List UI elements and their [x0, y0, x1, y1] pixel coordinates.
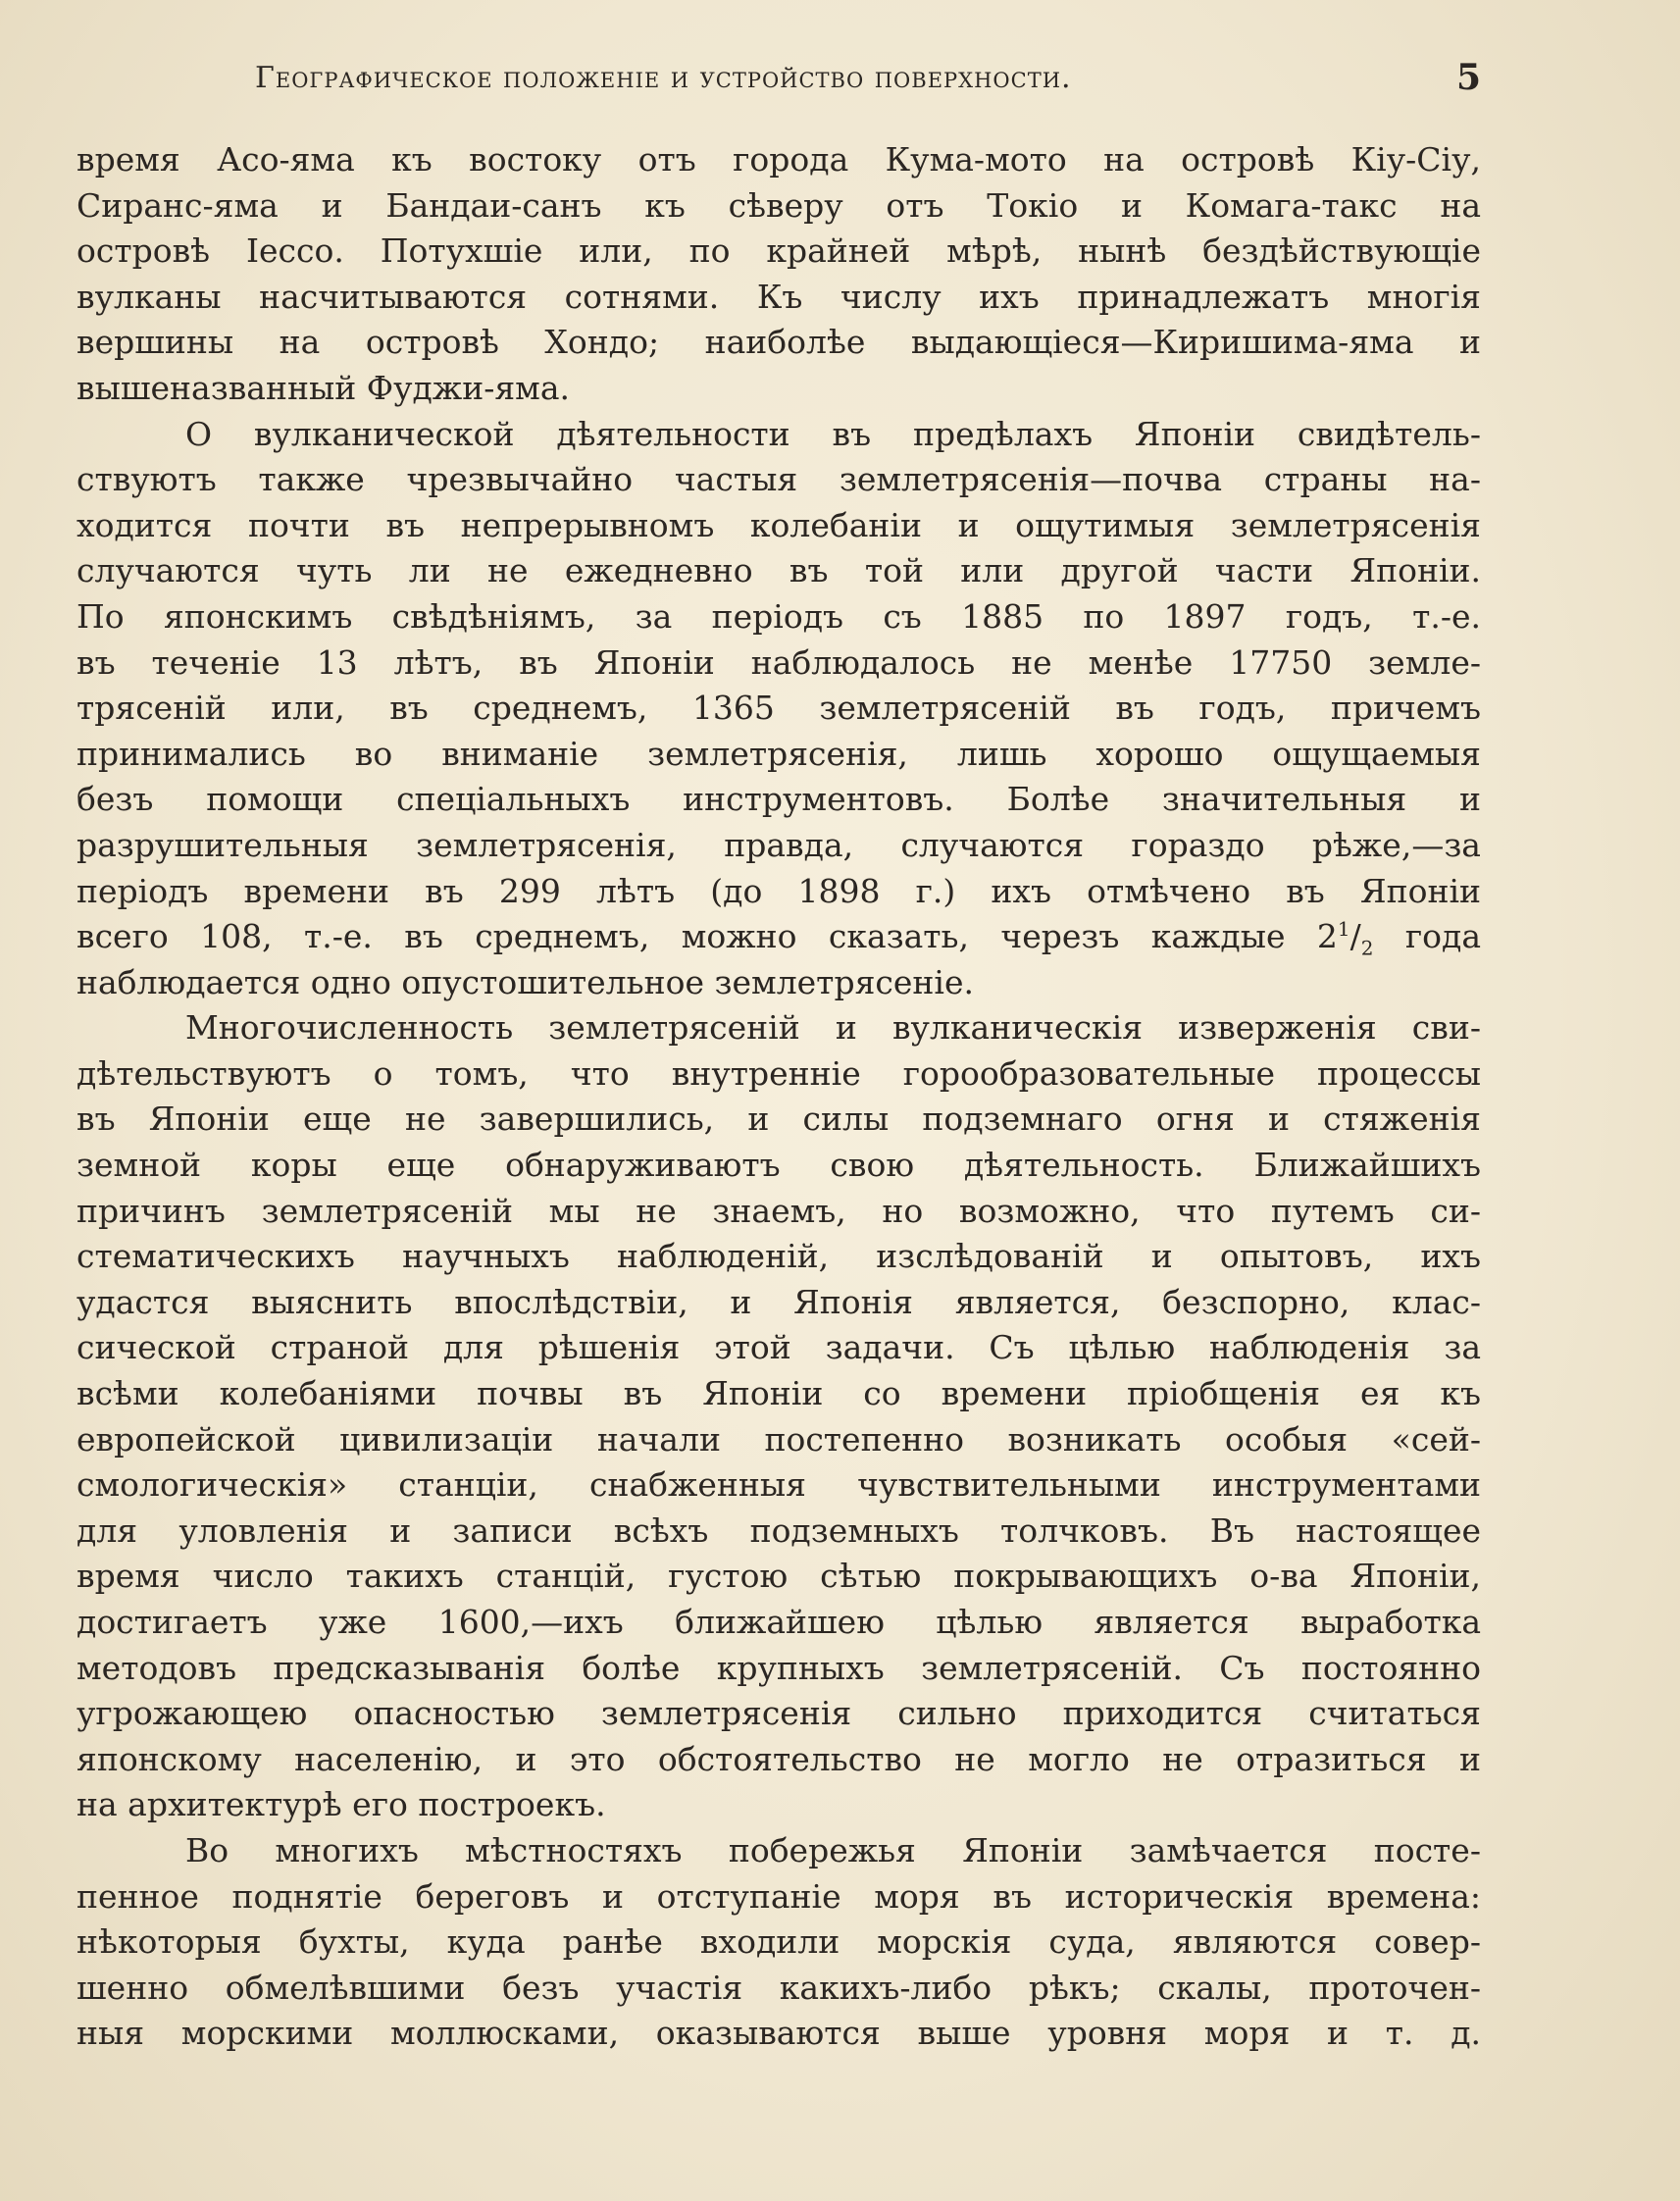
text-line: безъ помощи спецiальныхъ инструментовъ. Болѣе значительныя и	[76, 780, 1481, 819]
text-line: наблюдается одно опустошительное землетрясенiе.	[76, 962, 974, 1001]
text-line: трясенiй или, въ среднемъ, 1365 землетрясенiй въ годъ, причемъ	[76, 689, 1481, 728]
text-line: методовъ предсказыванiя болѣе крупныхъ землетрясенiй. Съ постоянно	[76, 1648, 1481, 1687]
paragraph-1	[76, 137, 1481, 412]
text-line: перiодъ времени въ 299 лѣтъ (до 1898 г.) ихъ отмѣчено въ Японiи	[76, 871, 1481, 910]
text-line: въ теченiе 13 лѣтъ, въ Японiи наблюдалось не менѣе 17750 земле-	[76, 642, 1481, 682]
text-line: для уловленiя и записи всѣхъ подземныхъ толчковъ. Въ настоящее	[76, 1510, 1481, 1550]
fraction	[1337, 917, 1374, 960]
running-head	[76, 57, 1481, 110]
text-line: удастся выяснить впослѣдствiи, и Японiя является, безспорно, клас-	[76, 1282, 1481, 1321]
text-line: достигаетъ уже 1600,—ихъ ближайшею цѣлью является выработка	[76, 1603, 1481, 1641]
paragraph-4	[76, 1828, 1481, 2057]
text-line: разрушительныя землетрясенiя, правда, случаются гораздо рѣже,—за	[76, 825, 1481, 864]
text-line: всѣми колебанiями почвы въ Японiи со времени прiобщенiя ея къ	[76, 1374, 1481, 1413]
text-line: стематическихъ научныхъ наблюденiй, изслѣдованiй и опытовъ, ихъ	[76, 1237, 1481, 1276]
text-line: вершины на островѣ Хондо; наиболѣе выдающiеся—Киришима-яма и	[76, 323, 1481, 362]
fraction-line-after: года	[1373, 917, 1481, 956]
text-line: земной коры еще обнаруживаютъ свою дѣятельность. Ближайшихъ	[76, 1146, 1481, 1185]
text-line: Во многихъ мѣстностяхъ побережья Японiи замѣчается посте-	[185, 1830, 1481, 1869]
text-line-fraction	[76, 914, 1481, 960]
body-text	[76, 137, 1481, 2057]
text-line: вулканы насчитываются сотнями. Къ числу ихъ принадлежатъ многiя	[76, 277, 1481, 316]
text-line: время число такихъ станцiй, густою сѣтью покрывающихъ о-ва Японiи,	[76, 1557, 1481, 1596]
paragraph-2	[76, 412, 1481, 1006]
running-head-title: Географическое положенiе и устройство поверхности.	[255, 61, 1072, 95]
text-line: угрожающею опасностью землетрясенiя сильно приходится считаться	[76, 1694, 1481, 1733]
text-line: островѣ Iессо. Потухшiе или, по крайней мѣрѣ, нынѣ бездѣйствующiе	[76, 231, 1481, 271]
fraction-numerator: 1	[1337, 917, 1350, 942]
text-line: японскому населенiю, и это обстоятельство не могло не отразиться и	[76, 1739, 1481, 1778]
text-line: причинъ землетрясенiй мы не знаемъ, но возможно, что путемъ си-	[76, 1191, 1481, 1230]
text-line: По японскимъ свѣдѣнiямъ, за перiодъ съ 1885 по 1897 годъ, т.-е.	[76, 596, 1481, 636]
fraction-denominator: 2	[1360, 936, 1374, 960]
text-line: нѣкоторыя бухты, куда ранѣе входили морскiя суда, являются совер-	[76, 1922, 1481, 1962]
text-line: въ Японiи еще не завершились, и силы подземнаго огня и стяженiя	[76, 1100, 1481, 1139]
text-line: время Асо-яма къ востоку отъ города Кума-мото на островѣ Кiу-Сiу,	[76, 140, 1481, 179]
paragraph-3	[76, 1005, 1481, 1828]
text-line: Сиранс-яма и Бандаи-санъ къ сѣверу отъ Токiо и Комага-такс на	[76, 185, 1481, 225]
text-line: вышеназванный Фуджи-яма.	[76, 368, 570, 407]
text-line: шенно обмелѣвшими безъ участiя какихъ-либо рѣкъ; скалы, проточен-	[76, 1968, 1481, 2007]
text-line: европейской цивилизацiи начали постепенно возникать особыя «сей-	[76, 1419, 1481, 1459]
text-line: ходится почти въ непрерывномъ колебанiи и ощутимыя землетрясенiя	[76, 505, 1481, 544]
text-line: случаются чуть ли не ежедневно въ той или другой части Японiи.	[76, 551, 1481, 590]
text-line: ствуютъ также чрезвычайно частыя землетрясенiя—почва страны на-	[76, 460, 1481, 499]
text-line: на архитектурѣ его построекъ.	[76, 1785, 606, 1824]
text-line: ныя морскими моллюсками, оказываются выше уровня моря и т. д.	[76, 2014, 1481, 2053]
fraction-line-before: всего 108, т.-е. въ среднемъ, можно сказать, черезъ каждые 2	[76, 917, 1338, 956]
text-line: смологическiя» станцiи, снабженныя чувствительными инструментами	[76, 1465, 1481, 1505]
text-line: принимались во вниманiе землетрясенiя, лишь хорошо ощущаемыя	[76, 734, 1481, 773]
text-line: Многочисленность землетрясенiй и вулканическiя изверженiя сви-	[185, 1008, 1481, 1048]
page-number: 5	[1455, 57, 1481, 98]
fraction-slash: /	[1349, 917, 1361, 956]
text-line: сической страной для рѣшенiя этой задачи. Съ цѣлью наблюденiя за	[76, 1328, 1481, 1367]
text-line: О вулканической дѣятельности въ предѣлахъ Японiи свидѣтель-	[185, 414, 1481, 453]
text-line: дѣтельствуютъ о томъ, что внутреннiе горообразовательные процессы	[76, 1053, 1481, 1093]
text-line: пенное поднятiе береговъ и отступанiе моря въ историческiя времена:	[76, 1876, 1481, 1916]
